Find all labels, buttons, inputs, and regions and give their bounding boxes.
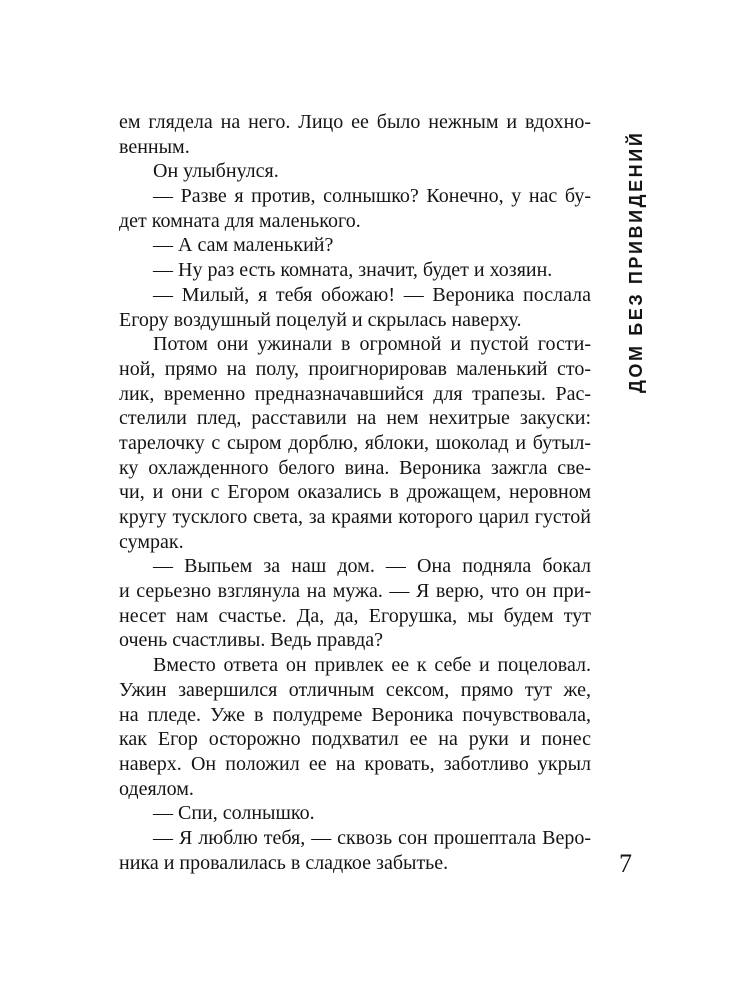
text-line: на пледе. Уже в полудреме Вероника почувствовала, [119, 703, 591, 726]
page-number: 7 [619, 849, 632, 878]
text-line: — Я люблю тебя, — сквозь сон прошептала Веро- [153, 826, 591, 849]
text-line: кругу тусклого света, за краями которого царил густой [119, 506, 591, 528]
text-line: Он улыбнулся. [153, 160, 279, 183]
text-line: Вместо ответа он привлек ее к себе и поцеловал. [153, 654, 591, 677]
text-line: ем глядела на него. Лицо ее было нежным и вдохно- [119, 111, 591, 133]
text-line: Ужин завершился отличным сексом, прямо тут же, [119, 678, 591, 701]
text-line: дет комната для маленького. [119, 209, 361, 232]
text-line: несет нам счастье. Да, да, Егорушка, мы будем тут [119, 604, 591, 627]
text-line: чи, и они с Егором оказались в дрожащем, неровном [119, 481, 591, 504]
text-line: Егору воздушный поцелуй и скрылась наверху. [119, 308, 522, 331]
text-line: Потом они ужинали в огромной и пустой гости- [153, 333, 591, 356]
text-line: тарелочку с сыром дорблю, яблоки, шоколад и бутыл- [119, 431, 591, 454]
text-line: наверх. Он положил ее на кровать, заботливо укрыл [119, 752, 591, 775]
text-line: ника и провалилась в сладкое забытье. [119, 851, 449, 874]
text-line: и серьезно взглянула на мужа. — Я верю, что он при- [119, 580, 591, 603]
body-text [119, 110, 591, 875]
text-line: — Разве я против, солнышко? Конечно, у нас бу- [153, 185, 591, 208]
text-line: — Милый, я тебя обожаю! — Вероника послала [153, 283, 591, 306]
running-title: ДОМ БЕЗ ПРИВИДЕНИЙ [626, 130, 646, 393]
text-line: — Спи, солнышко. [153, 802, 315, 825]
text-line: одеялом. [119, 777, 194, 800]
text-line: — А сам маленький? [153, 234, 334, 257]
text-line: стелили плед, расставили на нем нехитрые закуски: [119, 407, 591, 430]
text-line: венным. [119, 135, 190, 158]
text-line: ку охлажденного белого вина. Вероника зажгла све- [119, 456, 591, 479]
text-line: сумрак. [119, 530, 184, 553]
text-line: — Выпьем за наш дом. — Она подняла бокал [153, 555, 591, 578]
text-line: как Егор осторожно подхватил ее на руки и понес [119, 728, 591, 751]
text-line: ной, прямо на полу, проигнорировав маленький сто- [119, 357, 591, 380]
text-line: очень счастливы. Ведь правда? [119, 629, 384, 652]
text-line: — Ну раз есть комната, значит, будет и хозяин. [153, 259, 553, 282]
text-line: лик, временно предназначавшийся для трапезы. Рас- [119, 382, 591, 405]
